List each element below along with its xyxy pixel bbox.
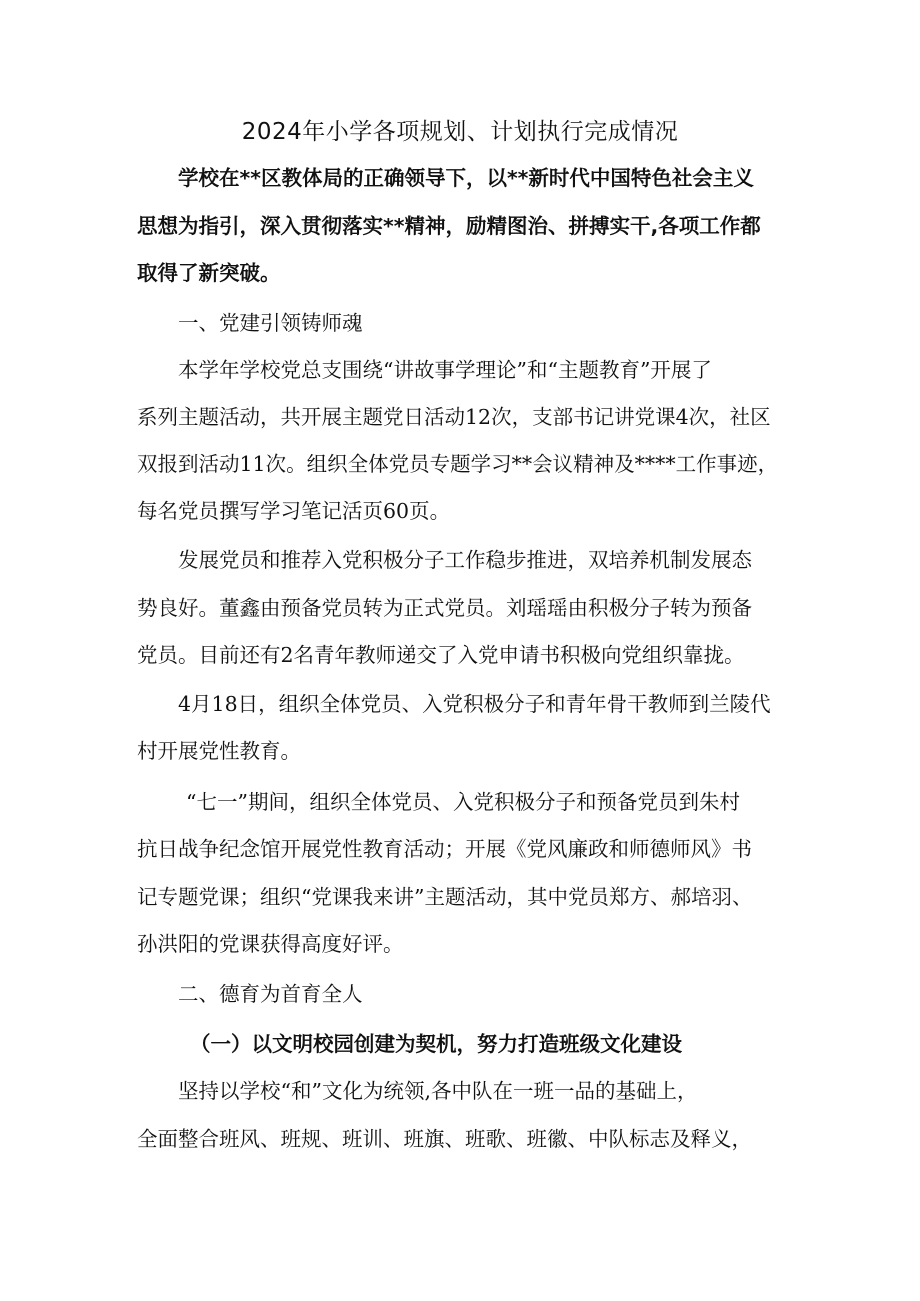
section-1-p2-line-1: 发展党员和推荐入党积极分子工作稳步推进，双培养机制发展态	[178, 548, 752, 572]
document-title: 2024年小学各项规划、计划执行完成情况	[241, 119, 679, 145]
section-2-heading: 二、德育为首育全人	[178, 982, 363, 1006]
section-1-p3-line-2: 村开展党性教育。	[137, 739, 301, 763]
section-2-p1-line-2: 全面整合班风、班规、班训、班旗、班歌、班徽、中队标志及释义，	[137, 1127, 752, 1151]
section-1-p2-line-2: 势良好。董鑫由预备党员转为正式党员。刘瑶瑶由积极分子转为预备	[137, 596, 752, 620]
intro-line-2: 思想为指引，深入贯彻落实**精神，励精图治、拼搏实干,各项工作都	[137, 214, 761, 238]
section-1-p1-line-3: 双报到活动11次。组织全体党员专题学习**会议精神及****工作事迹，	[137, 452, 779, 476]
section-1-heading: 一、党建引领铸师魂	[178, 311, 363, 335]
section-1-p3-line-1: 4月18日，组织全体党员、入党积极分子和青年骨干教师到兰陵代	[178, 692, 771, 716]
intro-line-1: 学校在**区教体局的正确领导下，以**新时代中国特色社会主义	[178, 166, 754, 190]
section-2-subheading: （一）以文明校园创建为契机，努力打造班级文化建设	[190, 1032, 682, 1056]
section-1-p4-line-3: 记专题党课；组织“党课我来讲”主题活动，其中党员郑方、郝培羽、	[137, 885, 753, 909]
section-1-p1-line-4: 每名党员撰写学习笔记活页60页。	[137, 499, 451, 523]
section-2-p1-line-1: 坚持以学校“和”文化为统领,各中队在一班一品的基础上，	[178, 1079, 698, 1103]
section-1-p4-line-1: “七一”期间，组织全体党员、入党积极分子和预备党员到朱村	[186, 790, 740, 814]
section-1-p4-line-4: 孙洪阳的党课获得高度好评。	[137, 932, 404, 956]
section-1-p1-line-2: 系列主题活动，共开展主题党日活动12次，支部书记讲党课4次，社区	[137, 405, 771, 429]
section-1-p1-line-1: 本学年学校党总支围绕“讲故事学理论”和“主题教育”开展了	[178, 358, 712, 382]
section-1-p4-line-2: 抗日战争纪念馆开展党性教育活动；开展《党风廉政和师德师风》书	[137, 837, 752, 861]
intro-line-3: 取得了新突破。	[137, 261, 281, 285]
section-1-p2-line-3: 党员。目前还有2名青年教师递交了入党申请书积极向党组织靠拢。	[137, 643, 745, 667]
